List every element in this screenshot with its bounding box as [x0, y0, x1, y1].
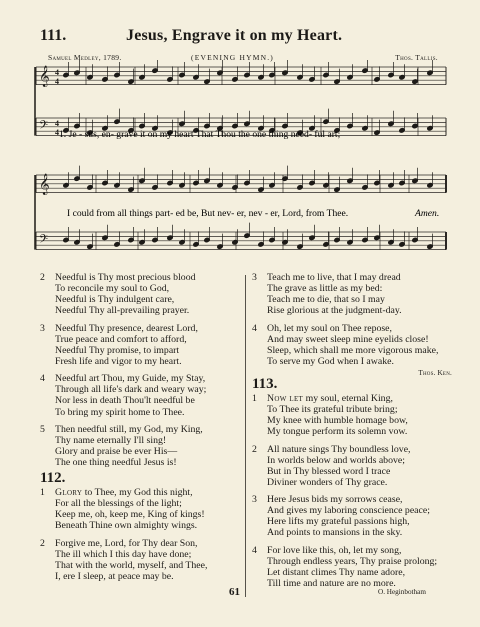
stanza-113-2: 2 All nature sings Thy boundless love, In worlds below and worlds above; But in Thy blessed word I trace Diviner wonders of Thy grace. [252, 443, 411, 488]
page-number: 61 [229, 586, 240, 598]
stanza-112-1: 1 Glory to Thee, my God this night, For all the blessings of the light; Keep me, oh, keep me, King of kings! Beneath Thine own almighty wings. [40, 487, 205, 532]
svg-text:𝄢: 𝄢 [39, 119, 49, 135]
hymn-author: Samuel Medley, 1789. [48, 53, 122, 62]
hymn-112-attribution: Thos. Ken. [418, 368, 452, 377]
left-column [40, 272, 244, 582]
stanza-111-2: 2 Needful is Thy most precious blood To reconcile my soul to God, Needful is Thy indulgent care, Needful Thy all-prevailing prayer. [40, 272, 196, 317]
svg-text:4: 4 [55, 77, 59, 86]
music-score [0, 60, 480, 272]
stanza-113-4: 4 For love like this, oh, let my song, Through endless years, Thy praise prolong; Let distant climes Thy name adore, Till time and nature are no more. [252, 544, 438, 590]
amen-label: Amen. [415, 208, 440, 219]
svg-text:𝄢: 𝄢 [39, 233, 49, 249]
svg-text:𝄞: 𝄞 [39, 174, 50, 195]
hymn-113-number: 113. [252, 375, 278, 392]
right-column [252, 272, 452, 589]
hymn-112-number: 112. [40, 470, 66, 487]
svg-text:4: 4 [55, 119, 59, 128]
stanza-113-3: 3 Here Jesus bids my sorrows cease, And gives my laboring conscience peace; Here lifts my grateful passions high, And points to mansions in the sky. [252, 494, 430, 539]
stanza-111-3: 3 Needful Thy presence, dearest Lord, True peace and comfort to afford, Needful Thy promise, to impart Fresh life and vigor to my heart. [40, 322, 198, 367]
hymn-113-attribution: O. Heginbotham [378, 588, 426, 596]
svg-text:4: 4 [55, 68, 59, 77]
svg-text:𝄞: 𝄞 [39, 66, 50, 87]
hymn-number: 111. [40, 27, 67, 44]
lyrics-line-1: 1. Je - sus, en- grave it on my heart That Thou the one thing need- ful art; [59, 129, 341, 140]
hymn-title: Jesus, Engrave it on my Heart. [126, 27, 343, 44]
stanza-111-4b: 4 Oh, let my soul on Thee repose, And may sweet sleep mine eyelids close! Sleep, which shall me more vigorous make, To serve my God when I awake. [252, 322, 439, 367]
lyrics-line-2: I could from all things part- ed be, But nev- er, nev - er, Lord, from Thee. [67, 208, 349, 219]
stanza-111-5: 5 Then needful still, my God, my King, Thy name eternally I'll sing! Glory and praise be ever His— The one thing needful Jesus is! [40, 424, 203, 469]
stanza-112-2: 2 Forgive me, Lord, for Thy dear Son, The ill which I this day have done; That with the world, myself, and Thee, I, ere I sleep, at peace may be. [40, 537, 208, 583]
hymn-header [40, 27, 460, 49]
stanza-113-1: 1 Now let my soul, eternal King, To Thee its grateful tribute bring; My knee with humble homage bow, My tongue perform its solemn vow. [252, 392, 408, 438]
stanza-111-4: 4 Needful art Thou, my Guide, my Stay, Through all life's dark and weary way; Nor less in death Thou'lt needful be To bring my spirit home to Thee. [40, 373, 207, 418]
column-divider [245, 275, 246, 597]
stanza-111-3b: 3 Teach me to live, that I may dread The grave as little as my bed: Teach me to die, that so I may Rise glorious at the judgment-day. [252, 272, 402, 317]
hymn-composer: Thos. Tallis. [395, 53, 438, 62]
svg-text:4: 4 [55, 128, 59, 137]
hymn-tune: (EVENING HYMN.) [191, 53, 274, 62]
